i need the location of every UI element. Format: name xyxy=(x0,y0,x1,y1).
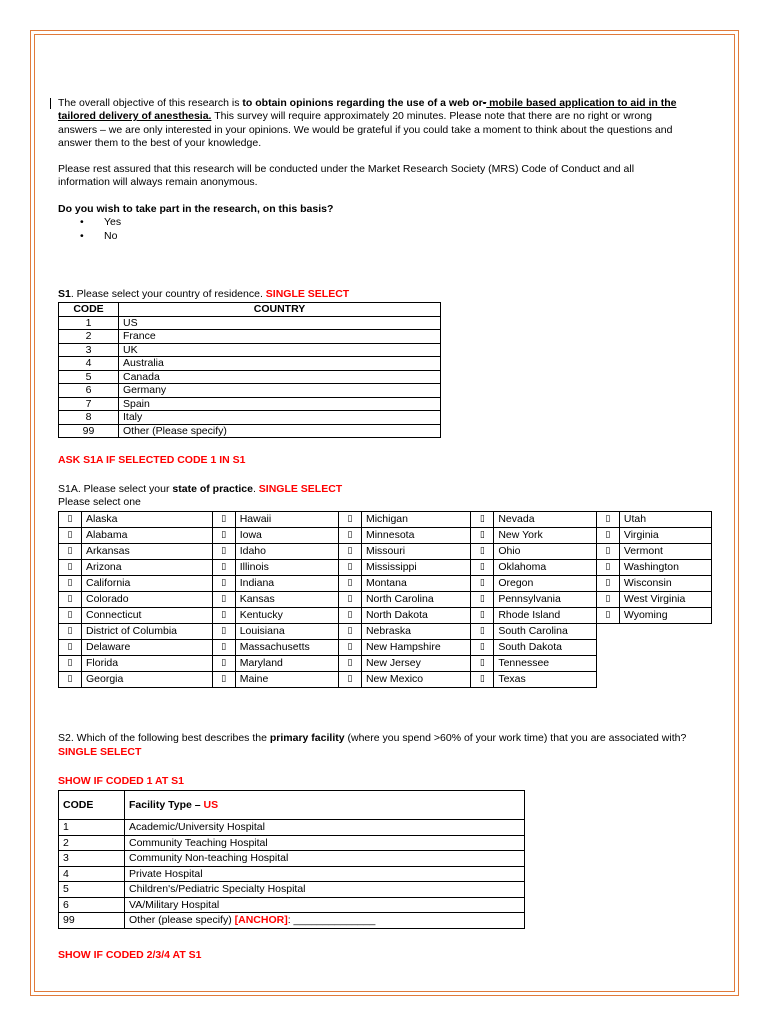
state-option[interactable]: Texas xyxy=(494,672,597,688)
state-option[interactable]: Maryland xyxy=(235,656,338,672)
state-option[interactable]: California xyxy=(82,576,213,592)
table-row[interactable]: 1 Academic/University Hospital xyxy=(59,820,525,836)
column-header-country: COUNTRY xyxy=(119,303,441,317)
state-option[interactable]: Florida xyxy=(82,656,213,672)
state-row xyxy=(59,640,712,656)
empty-cell xyxy=(596,672,711,688)
checkbox-icon[interactable]: ▯ xyxy=(338,512,361,528)
state-option[interactable]: New Mexico xyxy=(361,672,470,688)
state-row xyxy=(59,528,712,544)
checkbox-icon[interactable]: ▯ xyxy=(59,560,82,576)
table-row[interactable]: 6 VA/Military Hospital xyxy=(59,897,525,913)
s2-routing-note-2: SHOW IF CODED 2/3/4 AT S1 xyxy=(58,948,202,961)
state-row xyxy=(59,544,712,560)
state-option[interactable]: Oregon xyxy=(494,576,597,592)
table-row[interactable]: 99 Other (Please specify) xyxy=(59,424,441,438)
s1a-question: S1A. Please select your state of practice. SINGLE SELECT xyxy=(58,482,343,495)
state-option[interactable]: Indiana xyxy=(235,576,338,592)
state-option[interactable]: Minnesota xyxy=(361,528,470,544)
state-row xyxy=(59,560,712,576)
document-body xyxy=(58,97,688,962)
table-row[interactable]: 2 Community Teaching Hospital xyxy=(59,835,525,851)
table-header-row xyxy=(59,791,525,820)
state-option[interactable]: Nevada xyxy=(494,512,597,528)
s2-routing-note: SHOW IF CODED 1 AT S1 xyxy=(58,774,185,787)
state-option[interactable]: Louisiana xyxy=(235,624,338,640)
checkbox-icon[interactable]: ▯ xyxy=(471,640,494,656)
checkbox-icon[interactable]: ▯ xyxy=(471,624,494,640)
state-option[interactable]: Pennsylvania xyxy=(494,592,597,608)
empty-cell xyxy=(596,640,711,656)
consent-question: Do you wish to take part in the research, on this basis? xyxy=(58,202,334,215)
checkbox-icon[interactable]: ▯ xyxy=(59,512,82,528)
checkbox-icon[interactable]: ▯ xyxy=(338,592,361,608)
state-option[interactable]: Rhode Island xyxy=(494,608,597,624)
state-option[interactable]: Delaware xyxy=(82,640,213,656)
checkbox-icon[interactable]: ▯ xyxy=(471,656,494,672)
table-row[interactable]: 8 Italy xyxy=(59,411,441,425)
consent-options xyxy=(58,216,688,243)
state-option[interactable]: New Hampshire xyxy=(361,640,470,656)
column-header-code: CODE xyxy=(59,791,125,820)
checkbox-icon[interactable]: ▯ xyxy=(59,576,82,592)
state-option[interactable]: Vermont xyxy=(619,544,711,560)
state-option[interactable]: Wisconsin xyxy=(619,576,711,592)
table-row[interactable]: 3 UK xyxy=(59,343,441,357)
state-table xyxy=(58,511,712,688)
state-row xyxy=(59,656,712,672)
checkbox-icon[interactable]: ▯ xyxy=(596,592,619,608)
checkbox-icon[interactable]: ▯ xyxy=(596,544,619,560)
column-header-facility: Facility Type – US xyxy=(125,791,525,820)
table-row[interactable]: 4 Australia xyxy=(59,357,441,371)
checkbox-icon[interactable]: ▯ xyxy=(212,640,235,656)
checkbox-icon[interactable]: ▯ xyxy=(59,544,82,560)
state-option[interactable]: North Dakota xyxy=(361,608,470,624)
checkbox-icon[interactable]: ▯ xyxy=(596,576,619,592)
state-option[interactable]: Colorado xyxy=(82,592,213,608)
state-option[interactable]: Michigan xyxy=(361,512,470,528)
state-option[interactable]: Wyoming xyxy=(619,608,711,624)
checkbox-icon[interactable]: ▯ xyxy=(212,544,235,560)
checkbox-icon[interactable]: ▯ xyxy=(59,592,82,608)
facility-table xyxy=(58,790,525,929)
checkbox-icon[interactable]: ▯ xyxy=(338,576,361,592)
state-option[interactable]: Kansas xyxy=(235,592,338,608)
state-option[interactable]: Utah xyxy=(619,512,711,528)
intro-paragraph: The overall objective of this research is to obtain opinions regarding the use of a web or- mobile based application to aid in the tailored delivery of anesthesia. This survey will require approximately 20 minutes. Please note that there are no right or wrong answers – we are only interested in your opinions. We would be grateful if you could take a moment to think about the questions and answer them to the best of your knowledge. xyxy=(58,97,677,149)
state-row xyxy=(59,608,712,624)
state-option[interactable]: South Dakota xyxy=(494,640,597,656)
checkbox-icon[interactable]: ▯ xyxy=(596,528,619,544)
empty-cell xyxy=(596,656,711,672)
checkbox-icon[interactable]: ▯ xyxy=(471,560,494,576)
checkbox-icon[interactable]: ▯ xyxy=(59,608,82,624)
state-option[interactable]: District of Columbia xyxy=(82,624,213,640)
table-row[interactable]: 7 Spain xyxy=(59,397,441,411)
empty-cell xyxy=(596,624,711,640)
checkbox-icon[interactable]: ▯ xyxy=(212,512,235,528)
checkbox-icon[interactable]: ▯ xyxy=(338,672,361,688)
table-row[interactable]: 99 Other (please specify) [ANCHOR]: ______________ xyxy=(59,913,525,929)
country-table xyxy=(58,302,441,438)
checkbox-icon[interactable]: ▯ xyxy=(59,624,82,640)
table-row[interactable]: 1 US xyxy=(59,316,441,330)
state-option[interactable]: Arizona xyxy=(82,560,213,576)
state-option[interactable]: New York xyxy=(494,528,597,544)
table-header-row xyxy=(59,303,441,317)
state-option[interactable]: Maine xyxy=(235,672,338,688)
checkbox-icon[interactable]: ▯ xyxy=(471,576,494,592)
state-option[interactable]: Alabama xyxy=(82,528,213,544)
checkbox-icon[interactable]: ▯ xyxy=(596,560,619,576)
checkbox-icon[interactable]: ▯ xyxy=(212,656,235,672)
state-option[interactable]: Iowa xyxy=(235,528,338,544)
checkbox-icon[interactable]: ▯ xyxy=(212,560,235,576)
checkbox-icon[interactable]: ▯ xyxy=(212,576,235,592)
checkbox-icon[interactable]: ▯ xyxy=(338,608,361,624)
table-row[interactable]: 5 Canada xyxy=(59,370,441,384)
state-option[interactable]: Georgia xyxy=(82,672,213,688)
state-row xyxy=(59,576,712,592)
option-no[interactable]: • No xyxy=(58,230,688,244)
state-option[interactable]: Montana xyxy=(361,576,470,592)
state-option[interactable]: Missouri xyxy=(361,544,470,560)
checkbox-icon[interactable]: ▯ xyxy=(212,528,235,544)
checkbox-icon[interactable]: ▯ xyxy=(338,656,361,672)
state-option[interactable]: Oklahoma xyxy=(494,560,597,576)
checkbox-icon[interactable]: ▯ xyxy=(471,672,494,688)
state-option[interactable]: Connecticut xyxy=(82,608,213,624)
state-option[interactable]: Ohio xyxy=(494,544,597,560)
s1a-subtext: Please select one xyxy=(58,495,141,508)
checkbox-icon[interactable]: ▯ xyxy=(212,672,235,688)
table-row[interactable]: 2 France xyxy=(59,330,441,344)
state-option[interactable]: Hawaii xyxy=(235,512,338,528)
checkbox-icon[interactable]: ▯ xyxy=(338,528,361,544)
anonymity-paragraph: Please rest assured that this research will be conducted under the Market Research Society (MRS) Code of Conduct and all information will always remain anonymous. xyxy=(58,163,635,189)
checkbox-icon[interactable]: ▯ xyxy=(471,592,494,608)
state-option[interactable]: Mississippi xyxy=(361,560,470,576)
table-row[interactable]: 5 Children's/Pediatric Specialty Hospital xyxy=(59,882,525,898)
state-option[interactable]: Kentucky xyxy=(235,608,338,624)
checkbox-icon[interactable]: ▯ xyxy=(59,672,82,688)
checkbox-icon[interactable]: ▯ xyxy=(59,656,82,672)
checkbox-icon[interactable]: ▯ xyxy=(596,512,619,528)
state-option[interactable]: South Carolina xyxy=(494,624,597,640)
column-header-code: CODE xyxy=(59,303,119,317)
state-option[interactable]: Tennessee xyxy=(494,656,597,672)
checkbox-icon[interactable]: ▯ xyxy=(59,528,82,544)
table-row[interactable]: 4 Private Hospital xyxy=(59,866,525,882)
checkbox-icon[interactable]: ▯ xyxy=(471,544,494,560)
checkbox-icon[interactable]: ▯ xyxy=(59,640,82,656)
state-option[interactable]: Arkansas xyxy=(82,544,213,560)
state-row xyxy=(59,592,712,608)
state-option[interactable]: Virginia xyxy=(619,528,711,544)
s1a-routing-note: ASK S1A IF SELECTED CODE 1 IN S1 xyxy=(58,454,246,467)
checkbox-icon[interactable]: ▯ xyxy=(471,528,494,544)
state-option[interactable]: New Jersey xyxy=(361,656,470,672)
state-option[interactable]: North Carolina xyxy=(361,592,470,608)
state-option[interactable]: Massachusetts xyxy=(235,640,338,656)
checkbox-icon[interactable]: ▯ xyxy=(212,608,235,624)
s2-question: S2. Which of the following best describes the primary facility (where you spend >60% of your work time) that you are associated with? SINGLE SELECT xyxy=(58,732,687,758)
table-row[interactable]: 6 Germany xyxy=(59,384,441,398)
state-row xyxy=(59,672,712,688)
checkbox-icon[interactable]: ▯ xyxy=(338,624,361,640)
checkbox-icon[interactable]: ▯ xyxy=(338,544,361,560)
checkbox-icon[interactable]: ▯ xyxy=(338,640,361,656)
option-yes[interactable]: • Yes xyxy=(58,216,688,230)
checkbox-icon[interactable]: ▯ xyxy=(596,608,619,624)
state-option[interactable]: Illinois xyxy=(235,560,338,576)
state-option[interactable]: Alaska xyxy=(82,512,213,528)
checkbox-icon[interactable]: ▯ xyxy=(212,592,235,608)
s1-question: S1. Please select your country of residence. SINGLE SELECT xyxy=(58,288,350,301)
state-option[interactable]: Nebraska xyxy=(361,624,470,640)
checkbox-icon[interactable]: ▯ xyxy=(212,624,235,640)
state-row xyxy=(59,624,712,640)
table-row[interactable]: 3 Community Non-teaching Hospital xyxy=(59,851,525,867)
state-option[interactable]: Idaho xyxy=(235,544,338,560)
text-cursor xyxy=(50,98,51,109)
checkbox-icon[interactable]: ▯ xyxy=(338,560,361,576)
checkbox-icon[interactable]: ▯ xyxy=(471,608,494,624)
checkbox-icon[interactable]: ▯ xyxy=(471,512,494,528)
state-row xyxy=(59,512,712,528)
state-option[interactable]: West Virginia xyxy=(619,592,711,608)
state-option[interactable]: Washington xyxy=(619,560,711,576)
